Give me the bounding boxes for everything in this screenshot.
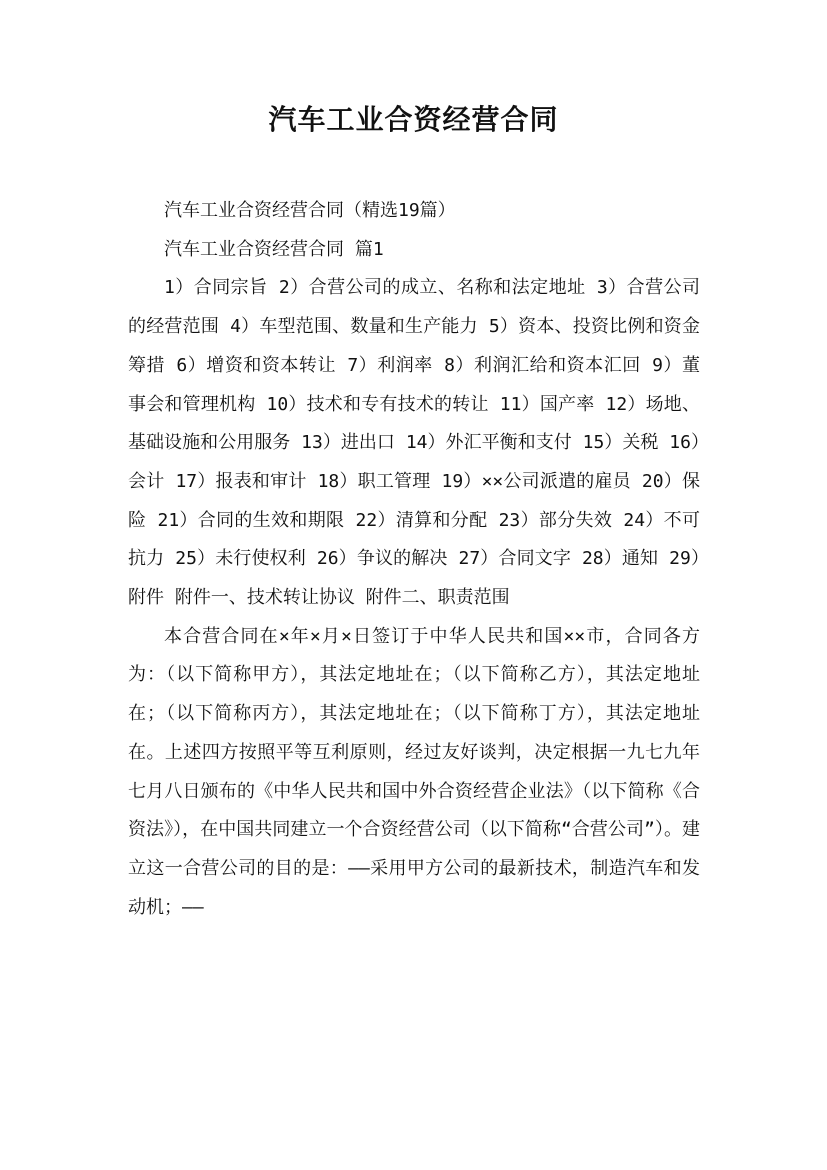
paragraph-contents-list: 1）合同宗旨 2）合营公司的成立、名称和法定地址 3）合营公司的经营范围 4）车型范围、数量和生产能力 5）资本、投资比例和资金筹措 6）增资和资本转让 7）利润率 8）利润汇给和资本汇回 9）董事会和管理机构 10）技术和专有技术的转让 11）国产率 12）场地、基础设施和公用服务 13）进出口 14）外汇平衡和支付 15）关税 16）会计 17）报表和审计 18）职工管理 19）××公司派遣的雇员 20）保险 21）合同的生效和期限 22）清算和分配 23）部分失效 24）不可抗力 25）未行使权利 26）争议的解决 27）合同文字 28）通知 29）附件 附件一、技术转让协议 附件二、职责范围 (128, 277, 700, 609)
paragraph-preamble: 本合营合同在×年×月×日签订于中华人民共和国××市，合同各方为：（以下简称甲方），其法定地址在；（以下简称乙方），其法定地址在；（以下简称丙方），其法定地址在；（以下简称丁方），其法定地址在。上述四方按照平等互利原则，经过友好谈判，决定根据一九七九年七月八日颁布的《中华人民共和国中外合资经营企业法》（以下简称《合资法》），在中国共同建立一个合资经营公司（以下简称“合营公司”）。建立这一合营公司的目的是：——采用甲方公司的最新技术，制造汽车和发动机；—— (128, 625, 700, 918)
document-title: 汽车工业合资经营合同 (268, 103, 559, 136)
paragraph-section-heading: 汽车工业合资经营合同 篇1 (164, 238, 384, 260)
paragraph-subtitle: 汽车工业合资经营合同（精选19篇） (164, 200, 456, 221)
document-body (128, 192, 700, 927)
